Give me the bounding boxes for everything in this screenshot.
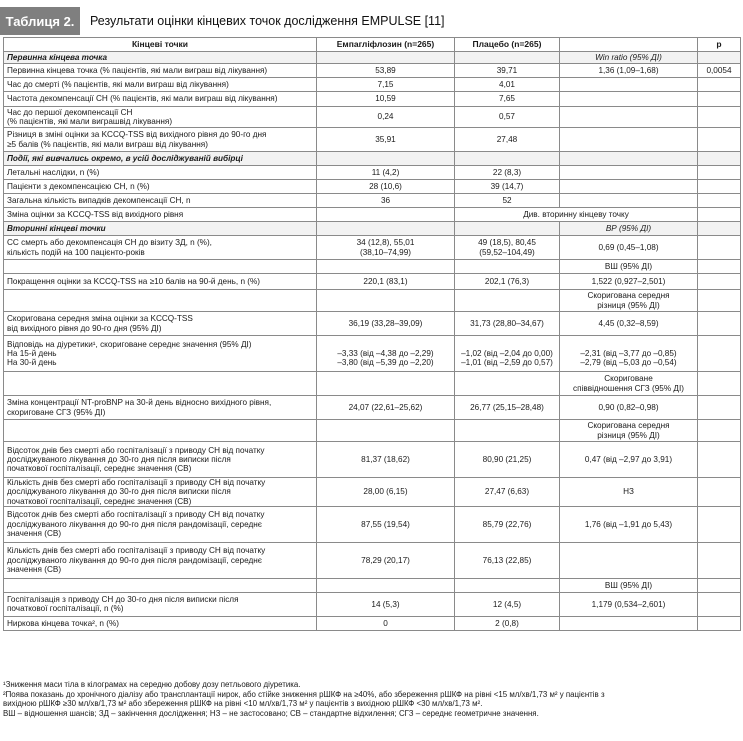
table-row [4,236,741,260]
ratio-cell: 0,47 (від –2,97 до 3,91) [560,442,698,478]
p-value-cell [698,542,741,578]
p-value-cell [698,222,741,236]
endpoint-cell: Відповідь на діуретики¹, скориговане середнє значення (95% ДІ) На 15-й день На 30-й день [4,336,317,372]
placebo-cell: 7,65 [455,92,560,107]
placebo-cell: 27,47 (6,63) [455,478,560,507]
endpoint-cell: Кількість днів без смерті або госпіталізації з приводу СН від початку досліджуваного лікування до 30-го дня після виписки після початкової госпіталізації, середнє значення (СВ) [4,478,317,507]
ratio-cell [560,542,698,578]
empagliflozin-cell [317,578,455,592]
empagliflozin-cell: 28 (10,6) [317,180,455,194]
placebo-cell: 4,01 [455,78,560,92]
p-value-cell [698,336,741,372]
placebo-cell: 31,73 (28,80–34,67) [455,312,560,336]
placebo-cell [455,152,560,166]
footnote: ¹Зниження маси тіла в кілограмах на середню добову дозу петльового діуретика. [3,680,301,689]
p-value-cell [698,478,741,507]
empagliflozin-cell [317,372,455,396]
empagliflozin-cell: 35,91 [317,128,455,152]
ratio-cell: 1,179 (0,534–2,601) [560,592,698,616]
placebo-cell: 22 (8,3) [455,166,560,180]
endpoint-cell [4,578,317,592]
p-value-cell [698,236,741,260]
ratio-cell: Скоригована середня різниця (95% ДІ) [560,290,698,312]
table-row [4,312,741,336]
endpoint-cell: Відсоток днів без смерті або госпіталізації з приводу СН від початку досліджуваного лікування до 30-го дня після виписки після початкової госпіталізації, середнє значення (СВ) [4,442,317,478]
endpoint-cell: СС смерть або декомпенсація СН до візиту ЗД, n (%), кількість подій на 100 пацієнто-років [4,236,317,260]
p-value-cell [698,578,741,592]
p-value-cell [698,442,741,478]
placebo-cell [455,420,560,442]
ratio-cell [560,78,698,92]
empagliflozin-cell [317,208,455,222]
placebo-cell: 0,57 [455,107,560,128]
ratio-cell: ВШ (95% ДІ) [560,578,698,592]
table-row [4,396,741,420]
empagliflozin-cell: –3,33 (від –4,38 до –2,29) –3,80 (від –5,39 до –2,20) [317,336,455,372]
placebo-cell [455,578,560,592]
empagliflozin-cell [317,260,455,274]
placebo-cell: 2 (0,8) [455,616,560,630]
table-row [4,542,741,578]
table-row [4,92,741,107]
endpoint-cell [4,372,317,396]
table-row [4,180,741,194]
empagliflozin-cell: 24,07 (22,61–25,62) [317,396,455,420]
endpoint-cell: Покращення оцінки за KCCQ-TSS на ≥10 балів на 90-й день, n (%) [4,274,317,290]
footnote: ²Поява показань до хронічного діалізу або трансплантації нирок, або стійке зниження рШКФ на ≥40%, або збереження рШКФ на рівні <15 мл/хв/1,73 м² у пацієнтів з [3,689,605,699]
ratio-cell: Скоригована середня різниця (95% ДІ) [560,420,698,442]
endpoint-cell: Госпіталізація з приводу СН до 30-го дня після виписки після початкової госпіталізації, n (%) [4,592,317,616]
footnotes [3,680,740,718]
table-row [4,107,741,128]
endpoint-cell [4,260,317,274]
empagliflozin-cell [317,420,455,442]
table-row [4,290,741,312]
ratio-cell: –2,31 (від –3,77 до –0,85) –2,79 (від –5,03 до –0,54) [560,336,698,372]
section-row [4,152,741,166]
table-row [4,506,741,542]
results-table-container [3,37,740,631]
ratio-cell [560,152,698,166]
p-value-cell [698,592,741,616]
endpoint-cell: Вторинні кінцеві точки [4,222,317,236]
footnote: ВШ – відношення шансів; ЗД – закінчення дослідження; НЗ – не застосовано; СВ – стандартне відхилення; СГЗ – середнє геометричне значення. [3,708,539,718]
ratio-cell: ВШ (95% ДІ) [560,260,698,274]
spanning-note-cell: Див. вторинну кінцеву точку [455,208,698,222]
placebo-cell: 26,77 (25,15–28,48) [455,396,560,420]
endpoint-cell: Ниркова кінцева точка², n (%) [4,616,317,630]
footnote: вихідною рШКФ ≥30 мл/хв/1,73 м² або збереження рШКФ на рівні <10 мл/хв/1,73 м² у пацієнтів з вихідною рШКФ <30 мл/хв/1,73 м². [3,699,483,709]
results-table [3,37,741,631]
placebo-cell [455,290,560,312]
col-header-endpoints: Кінцеві точки [4,38,317,52]
p-value-cell [698,372,741,396]
placebo-cell [455,52,560,64]
table-row [4,128,741,152]
p-value-cell [698,396,741,420]
endpoint-cell: Первинна кінцева точка (% пацієнтів, які мали виграш від лікування) [4,64,317,78]
endpoint-cell: Загальна кількість випадків декомпенсації СН, n [4,194,317,208]
placebo-cell [455,222,560,236]
p-value-cell [698,506,741,542]
ratio-cell: 0,69 (0,45–1,08) [560,236,698,260]
p-value-cell [698,128,741,152]
table-caption [0,7,743,35]
ratio-cell [560,107,698,128]
table-body [4,52,741,631]
header-row [4,38,741,52]
ratio-cell: 0,90 (0,82–0,98) [560,396,698,420]
p-value-cell [698,274,741,290]
section-row [4,222,741,236]
p-value-cell [698,616,741,630]
ratio-cell: Win ratio (95% ДІ) [560,52,698,64]
placebo-cell: 39 (14,7) [455,180,560,194]
endpoint-cell: Відсоток днів без смерті або госпіталізації з приводу СН від початку досліджуваного лікування до 90-го дня після рандомізації, середнє значення (СВ) [4,506,317,542]
table-row [4,442,741,478]
table-title: Результати оцінки кінцевих точок дослідження EMPULSE [11] [90,14,445,28]
ratio-cell [560,194,698,208]
empagliflozin-cell: 53,89 [317,64,455,78]
table-row [4,578,741,592]
ratio-cell [560,166,698,180]
endpoint-cell: Час до смерті (% пацієнтів, які мали виграш від лікування) [4,78,317,92]
table-row [4,260,741,274]
p-value-cell [698,290,741,312]
empagliflozin-cell: 36 [317,194,455,208]
p-value-cell [698,107,741,128]
placebo-cell: 39,71 [455,64,560,78]
p-value-cell [698,92,741,107]
empagliflozin-cell: 81,37 (18,62) [317,442,455,478]
ratio-cell [560,128,698,152]
endpoint-cell: Час до першої декомпенсації СН (% пацієнтів, які мали виграшвід лікування) [4,107,317,128]
table-row [4,64,741,78]
endpoint-cell [4,290,317,312]
table-row [4,336,741,372]
endpoint-cell: Події, які вивчались окремо, в усій досліджуваній вибірці [4,152,317,166]
empagliflozin-cell: 220,1 (83,1) [317,274,455,290]
empagliflozin-cell: 78,29 (20,17) [317,542,455,578]
placebo-cell [455,260,560,274]
placebo-cell [455,372,560,396]
empagliflozin-cell: 36,19 (33,28–39,09) [317,312,455,336]
ratio-cell: Скориговане співвідношення СГЗ (95% ДІ) [560,372,698,396]
ratio-cell: 1,76 (від –1,91 до 5,43) [560,506,698,542]
ratio-cell: 1,36 (1,09–1,68) [560,64,698,78]
col-header-ratio [560,38,698,52]
p-value-cell: 0,0054 [698,64,741,78]
p-value-cell [698,420,741,442]
empagliflozin-cell: 34 (12,8), 55,01 (38,10–74,99) [317,236,455,260]
empagliflozin-cell: 11 (4,2) [317,166,455,180]
p-value-cell [698,166,741,180]
empagliflozin-cell: 14 (5,3) [317,592,455,616]
table-number-tag: Таблиця 2. [0,7,80,35]
endpoint-cell: Скоригована середня зміна оцінки за KCCQ-TSS від вихідного рівня до 90-го дня (95% ДІ) [4,312,317,336]
ratio-cell: 1,522 (0,927–2,501) [560,274,698,290]
placebo-cell: 27,48 [455,128,560,152]
endpoint-cell: Зміна концентрації NT-proBNP на 30-й день відносно вихідного рівня, скориговане СГЗ (95% ДІ) [4,396,317,420]
table-row [4,592,741,616]
endpoint-cell: Різниця в зміні оцінки за KCCQ-TSS від вихідного рівня до 90-го дня ≥5 балів (% пацієнтів, які мали виграш від лікування) [4,128,317,152]
placebo-cell: 202,1 (76,3) [455,274,560,290]
p-value-cell [698,208,741,222]
endpoint-cell: Летальні наслідки, n (%) [4,166,317,180]
col-header-p: p [698,38,741,52]
empagliflozin-cell: 7,15 [317,78,455,92]
endpoint-cell: Частота декомпенсації СН (% пацієнтів, які мали виграш від лікування) [4,92,317,107]
p-value-cell [698,52,741,64]
table-row [4,208,741,222]
empagliflozin-cell [317,290,455,312]
col-header-placebo: Плацебо (n=265) [455,38,560,52]
empagliflozin-cell: 28,00 (6,15) [317,478,455,507]
empagliflozin-cell: 10,59 [317,92,455,107]
p-value-cell [698,194,741,208]
placebo-cell: 76,13 (22,85) [455,542,560,578]
table-row [4,194,741,208]
col-header-empagliflozin: Емпагліфлозин (n=265) [317,38,455,52]
ratio-cell: 4,45 (0,32–8,59) [560,312,698,336]
empagliflozin-cell [317,222,455,236]
p-value-cell [698,312,741,336]
table-row [4,166,741,180]
table-row [4,372,741,396]
placebo-cell: 52 [455,194,560,208]
empagliflozin-cell: 0,24 [317,107,455,128]
ratio-cell [560,92,698,107]
p-value-cell [698,152,741,166]
empagliflozin-cell: 0 [317,616,455,630]
placebo-cell: 85,79 (22,76) [455,506,560,542]
empagliflozin-cell [317,52,455,64]
p-value-cell [698,180,741,194]
ratio-cell: НЗ [560,478,698,507]
section-row [4,52,741,64]
ratio-cell [560,180,698,194]
p-value-cell [698,78,741,92]
endpoint-cell: Пацієнти з декомпенсацією СН, n (%) [4,180,317,194]
endpoint-cell: Кількість днів без смерті або госпіталізації з приводу СН від початку досліджуваного лікування до 90-го дня після рандомізації, середнє значення (СВ) [4,542,317,578]
placebo-cell: 12 (4,5) [455,592,560,616]
empagliflozin-cell [317,152,455,166]
ratio-cell: ВР (95% ДІ) [560,222,698,236]
endpoint-cell: Первинна кінцева точка [4,52,317,64]
endpoint-cell: Зміна оцінки за KCCQ-TSS від вихідного рівня [4,208,317,222]
table-row [4,478,741,507]
p-value-cell [698,260,741,274]
table-row [4,616,741,630]
table-row [4,420,741,442]
table-row [4,78,741,92]
ratio-cell [560,616,698,630]
empagliflozin-cell: 87,55 (19,54) [317,506,455,542]
table-row [4,274,741,290]
placebo-cell: 49 (18,5), 80,45 (59,52–104,49) [455,236,560,260]
endpoint-cell [4,420,317,442]
placebo-cell: –1,02 (від –2,04 до 0,00) –1,01 (від –2,59 до 0,57) [455,336,560,372]
placebo-cell: 80,90 (21,25) [455,442,560,478]
